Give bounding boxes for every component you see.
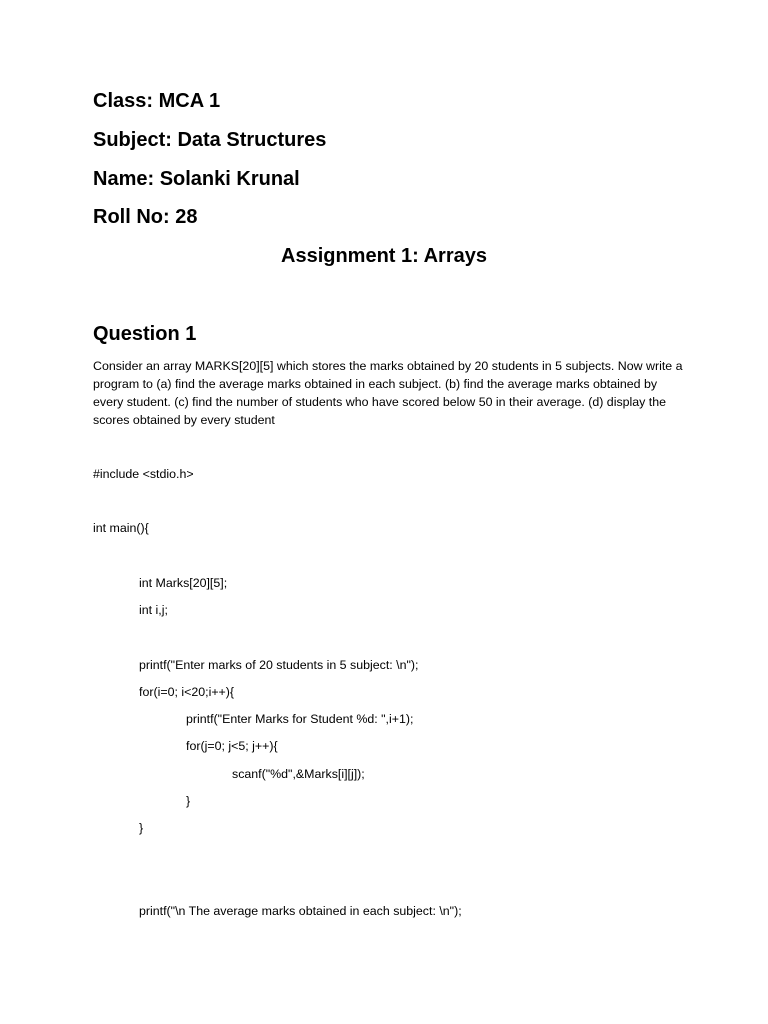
code-line: #include <stdio.h> (93, 467, 194, 481)
name-line: Name: Solanki Krunal (93, 168, 300, 190)
code-line: int Marks[20][5]; (139, 576, 228, 590)
code-line: } (186, 794, 191, 808)
assignment-title: Assignment 1: Arrays (281, 245, 487, 267)
code-line: for(j=0; j<5; j++){ (186, 739, 278, 753)
code-line: printf("Enter Marks for Student %d: ",i+1); (186, 712, 414, 726)
roll-line: Roll No: 28 (93, 206, 198, 228)
subject-line: Subject: Data Structures (93, 129, 327, 151)
code-line: int main(){ (93, 521, 149, 535)
code-line: printf("Enter marks of 20 students in 5 subject: \n"); (139, 658, 419, 672)
code-line: printf("\n The average marks obtained in each subject: \n"); (139, 904, 462, 918)
class-line: Class: MCA 1 (93, 90, 221, 112)
code-line: int i,j; (139, 603, 168, 617)
question-text: Consider an array MARKS[20][5] which stores the marks obtained by 20 students in 5 subjects. Now write a program to (a) find the average marks obtained in each subject. (b) find the average marks obtained by every student. (c) find the number of students who have scored below 50 in their average. (d) display the scores obtained by every student (93, 359, 683, 427)
question-heading: Question 1 (93, 323, 197, 345)
code-line: } (139, 821, 144, 835)
code-line: scanf("%d",&Marks[i][j]); (232, 767, 365, 781)
code-line: for(i=0; i<20;i++){ (139, 685, 235, 699)
